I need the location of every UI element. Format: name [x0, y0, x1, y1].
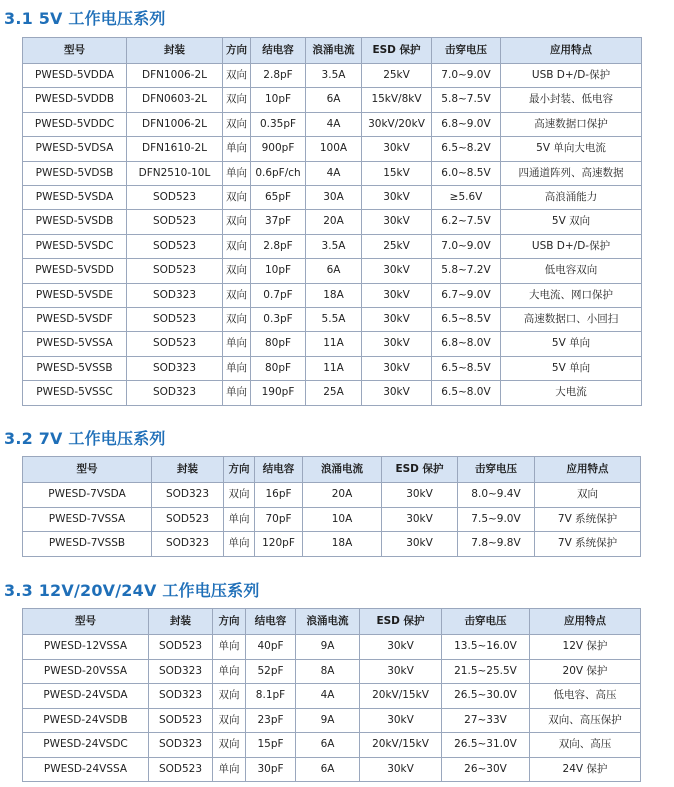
- table-cell: SOD323: [152, 532, 224, 557]
- table-cell: PWESD-12VSSA: [23, 635, 149, 660]
- table-cell: 7.0~9.0V: [432, 64, 501, 88]
- table-cell: DFN1610-2L: [127, 137, 223, 161]
- table-cell: PWESD-5VSSB: [23, 356, 127, 380]
- table-cell: 0.35pF: [251, 112, 306, 136]
- table-cell: DFN0603-2L: [127, 88, 223, 112]
- table-cell: 6A: [296, 757, 360, 782]
- table-cell: 10pF: [251, 88, 306, 112]
- table-cell: SOD323: [152, 483, 224, 508]
- table-cell: 10pF: [251, 259, 306, 283]
- table-cell: 15kV/8kV: [362, 88, 432, 112]
- table-cell: 单向: [223, 332, 251, 356]
- table-cell: 双向: [223, 259, 251, 283]
- table-cell: 30kV: [360, 757, 442, 782]
- table-cell: 双向: [223, 210, 251, 234]
- table-cell: 6.5~8.5V: [432, 308, 501, 332]
- table-cell: PWESD-5VSDA: [23, 186, 127, 210]
- table-cell: 30kV: [362, 210, 432, 234]
- table-cell: PWESD-5VDDC: [23, 112, 127, 136]
- table-cell: SOD523: [149, 635, 213, 660]
- table-row: [23, 88, 642, 112]
- section-title: 3.1 5V 工作电压系列: [4, 9, 166, 28]
- table-cell: 4A: [306, 112, 362, 136]
- table-cell: 30kV: [362, 308, 432, 332]
- table-cell: 高浪涌能力: [501, 186, 642, 210]
- table-cell: 6.5~8.2V: [432, 137, 501, 161]
- column-header: 击穿电压: [432, 38, 501, 64]
- table-cell: 9A: [296, 635, 360, 660]
- table-cell: 13.5~16.0V: [442, 635, 530, 660]
- table-cell: SOD523: [127, 332, 223, 356]
- table-cell: 30kV: [382, 507, 458, 532]
- table-cell: 11A: [306, 356, 362, 380]
- table-cell: SOD523: [127, 234, 223, 258]
- table-cell: SOD323: [127, 283, 223, 307]
- table-cell: 单向: [224, 532, 255, 557]
- table-cell: 7V 系统保护: [535, 532, 641, 557]
- table-cell: SOD523: [127, 259, 223, 283]
- table-cell: 30kV: [382, 483, 458, 508]
- section-title: 3.3 12V/20V/24V 工作电压系列: [4, 581, 260, 600]
- table-cell: 30kV: [362, 381, 432, 405]
- table-cell: 23pF: [246, 708, 296, 733]
- table-cell: 26~30V: [442, 757, 530, 782]
- table-cell: PWESD-20VSSA: [23, 659, 149, 684]
- table-row: [23, 137, 642, 161]
- table-cell: 16pF: [255, 483, 303, 508]
- table-cell: 4A: [296, 684, 360, 709]
- table-cell: SOD523: [149, 757, 213, 782]
- table-cell: 四通道阵列、高速数据: [501, 161, 642, 185]
- table-row: [23, 483, 641, 508]
- table-cell: 单向: [213, 659, 246, 684]
- table-cell: 双向: [223, 308, 251, 332]
- table-cell: 30kV: [362, 332, 432, 356]
- table-cell: PWESD-24VSDC: [23, 733, 149, 758]
- table-cell: 25A: [306, 381, 362, 405]
- table-cell: 双向: [223, 186, 251, 210]
- table-cell: SOD323: [149, 659, 213, 684]
- column-header: 封装: [127, 38, 223, 64]
- table-row: [23, 381, 642, 405]
- table-cell: 双向、高压保护: [530, 708, 641, 733]
- table-cell: 18A: [306, 283, 362, 307]
- table-cell: 6.0~8.5V: [432, 161, 501, 185]
- table-row: [23, 659, 641, 684]
- table-cell: 2.8pF: [251, 234, 306, 258]
- table-cell: SOD523: [149, 708, 213, 733]
- table-row: [23, 507, 641, 532]
- table-cell: PWESD-5VSSA: [23, 332, 127, 356]
- table-cell: PWESD-5VSDE: [23, 283, 127, 307]
- table-cell: SOD523: [127, 210, 223, 234]
- table-cell: 2.8pF: [251, 64, 306, 88]
- table-cell: PWESD-5VDSA: [23, 137, 127, 161]
- table-cell: 5.8~7.5V: [432, 88, 501, 112]
- table-cell: PWESD-5VSDB: [23, 210, 127, 234]
- table-cell: 双向: [223, 112, 251, 136]
- table-cell: 双向: [213, 708, 246, 733]
- table-cell: 15kV: [362, 161, 432, 185]
- table-cell: 0.3pF: [251, 308, 306, 332]
- table-cell: 30kV: [362, 283, 432, 307]
- table-cell: 双向: [535, 483, 641, 508]
- table-cell: 37pF: [251, 210, 306, 234]
- table-cell: 9A: [296, 708, 360, 733]
- table-cell: 6A: [306, 259, 362, 283]
- table-cell: 10A: [303, 507, 382, 532]
- table-cell: 6A: [306, 88, 362, 112]
- table-cell: 高速数据口、小回扫: [501, 308, 642, 332]
- table-cell: 5V 单向: [501, 356, 642, 380]
- table-cell: 双向: [223, 283, 251, 307]
- table-row: [23, 635, 641, 660]
- column-header: 浪涌电流: [296, 609, 360, 635]
- table-cell: 18A: [303, 532, 382, 557]
- table-cell: 单向: [223, 161, 251, 185]
- table-cell: 65pF: [251, 186, 306, 210]
- column-header: 击穿电压: [442, 609, 530, 635]
- table-cell: 双向: [213, 684, 246, 709]
- table-cell: 最小封装、低电容: [501, 88, 642, 112]
- table-cell: 30kV: [360, 659, 442, 684]
- table-cell: 25kV: [362, 234, 432, 258]
- spec-table-5v: [22, 37, 642, 406]
- column-header: 型号: [23, 457, 152, 483]
- table-cell: 单向: [223, 381, 251, 405]
- table-cell: DFN2510-10L: [127, 161, 223, 185]
- table-row: [23, 532, 641, 557]
- table-row: [23, 64, 642, 88]
- table-cell: 30kV: [360, 708, 442, 733]
- table-cell: 0.7pF: [251, 283, 306, 307]
- table-cell: 30kV: [362, 137, 432, 161]
- table-cell: 双向、高压: [530, 733, 641, 758]
- table-row: [23, 332, 642, 356]
- table-header-row: [23, 609, 641, 635]
- table-cell: 单向: [213, 757, 246, 782]
- table-cell: 27~33V: [442, 708, 530, 733]
- table-row: [23, 733, 641, 758]
- column-header: 方向: [224, 457, 255, 483]
- table-cell: 11A: [306, 332, 362, 356]
- table-cell: 7.8~9.8V: [458, 532, 535, 557]
- table-cell: 900pF: [251, 137, 306, 161]
- column-header: 击穿电压: [458, 457, 535, 483]
- table-cell: 低电容、高压: [530, 684, 641, 709]
- column-header: 型号: [23, 38, 127, 64]
- table-row: [23, 186, 642, 210]
- column-header: 型号: [23, 609, 149, 635]
- column-header: 浪涌电流: [303, 457, 382, 483]
- table-cell: 7.5~9.0V: [458, 507, 535, 532]
- table-cell: 大电流、网口保护: [501, 283, 642, 307]
- table-cell: 30kV: [360, 635, 442, 660]
- table-cell: 双向: [223, 64, 251, 88]
- table-cell: SOD323: [127, 381, 223, 405]
- table-cell: PWESD-5VSDF: [23, 308, 127, 332]
- table-header-row: [23, 457, 641, 483]
- column-header: 封装: [152, 457, 224, 483]
- table-cell: PWESD-7VSSA: [23, 507, 152, 532]
- table-cell: PWESD-24VSSA: [23, 757, 149, 782]
- table-cell: 单向: [223, 137, 251, 161]
- table-cell: 30kV/20kV: [362, 112, 432, 136]
- table-cell: 20V 保护: [530, 659, 641, 684]
- table-cell: 80pF: [251, 356, 306, 380]
- table-cell: 15pF: [246, 733, 296, 758]
- table-cell: 26.5~30.0V: [442, 684, 530, 709]
- table-cell: 双向: [213, 733, 246, 758]
- table-cell: 20A: [306, 210, 362, 234]
- table-cell: 20A: [303, 483, 382, 508]
- table-cell: SOD523: [127, 308, 223, 332]
- table-cell: 190pF: [251, 381, 306, 405]
- table-cell: 30kV: [362, 356, 432, 380]
- table-cell: 6.2~7.5V: [432, 210, 501, 234]
- column-header: 应用特点: [530, 609, 641, 635]
- column-header: ESD 保护: [382, 457, 458, 483]
- table-cell: 6.8~9.0V: [432, 112, 501, 136]
- spec-table-12v-20v-24v: [22, 608, 641, 782]
- table-row: [23, 308, 642, 332]
- table-cell: PWESD-5VSSC: [23, 381, 127, 405]
- table-cell: 双向: [223, 88, 251, 112]
- table-row: [23, 259, 642, 283]
- table-cell: 5V 单向大电流: [501, 137, 642, 161]
- table-cell: PWESD-5VDDB: [23, 88, 127, 112]
- column-header: 结电容: [255, 457, 303, 483]
- table-cell: 26.5~31.0V: [442, 733, 530, 758]
- table-cell: 8A: [296, 659, 360, 684]
- table-cell: PWESD-5VSDC: [23, 234, 127, 258]
- table-cell: 6.7~9.0V: [432, 283, 501, 307]
- table-cell: 0.6pF/ch: [251, 161, 306, 185]
- table-cell: SOD323: [149, 733, 213, 758]
- table-cell: 单向: [224, 507, 255, 532]
- column-header: 浪涌电流: [306, 38, 362, 64]
- table-cell: 120pF: [255, 532, 303, 557]
- table-cell: PWESD-5VSDD: [23, 259, 127, 283]
- column-header: 应用特点: [501, 38, 642, 64]
- table-cell: 3.5A: [306, 64, 362, 88]
- table-cell: 双向: [224, 483, 255, 508]
- table-cell: 单向: [213, 635, 246, 660]
- table-cell: 5.5A: [306, 308, 362, 332]
- table-cell: 低电容双向: [501, 259, 642, 283]
- table-cell: SOD523: [127, 186, 223, 210]
- section-title: 3.2 7V 工作电压系列: [4, 429, 166, 448]
- table-cell: 24V 保护: [530, 757, 641, 782]
- column-header: 结电容: [246, 609, 296, 635]
- table-row: [23, 234, 642, 258]
- table-cell: 单向: [223, 356, 251, 380]
- table-cell: 8.0~9.4V: [458, 483, 535, 508]
- table-cell: 52pF: [246, 659, 296, 684]
- table-cell: USB D+/D-保护: [501, 234, 642, 258]
- column-header: 方向: [223, 38, 251, 64]
- table-cell: SOD323: [149, 684, 213, 709]
- table-cell: 8.1pF: [246, 684, 296, 709]
- table-cell: PWESD-5VDSB: [23, 161, 127, 185]
- column-header: ESD 保护: [360, 609, 442, 635]
- table-cell: 6.5~8.0V: [432, 381, 501, 405]
- table-cell: 5.8~7.2V: [432, 259, 501, 283]
- column-header: 方向: [213, 609, 246, 635]
- table-row: [23, 161, 642, 185]
- table-cell: 21.5~25.5V: [442, 659, 530, 684]
- table-cell: 4A: [306, 161, 362, 185]
- table-row: [23, 757, 641, 782]
- table-cell: 7.0~9.0V: [432, 234, 501, 258]
- table-cell: ≥5.6V: [432, 186, 501, 210]
- table-cell: 30pF: [246, 757, 296, 782]
- table-cell: 5V 双向: [501, 210, 642, 234]
- table-cell: 40pF: [246, 635, 296, 660]
- table-cell: 30A: [306, 186, 362, 210]
- column-header: ESD 保护: [362, 38, 432, 64]
- table-cell: 30kV: [382, 532, 458, 557]
- table-cell: SOD323: [127, 356, 223, 380]
- table-cell: PWESD-7VSSB: [23, 532, 152, 557]
- table-cell: 6A: [296, 733, 360, 758]
- table-cell: PWESD-7VSDA: [23, 483, 152, 508]
- table-cell: 3.5A: [306, 234, 362, 258]
- table-row: [23, 112, 642, 136]
- table-cell: USB D+/D-保护: [501, 64, 642, 88]
- table-cell: 30kV: [362, 186, 432, 210]
- table-cell: DFN1006-2L: [127, 112, 223, 136]
- table-row: [23, 684, 641, 709]
- column-header: 结电容: [251, 38, 306, 64]
- table-cell: 100A: [306, 137, 362, 161]
- table-cell: PWESD-24VSDB: [23, 708, 149, 733]
- table-cell: 高速数据口保护: [501, 112, 642, 136]
- spec-table-7v: [22, 456, 641, 557]
- table-cell: 20kV/15kV: [360, 733, 442, 758]
- table-cell: SOD523: [152, 507, 224, 532]
- table-cell: 20kV/15kV: [360, 684, 442, 709]
- table-cell: 80pF: [251, 332, 306, 356]
- table-cell: PWESD-5VDDA: [23, 64, 127, 88]
- table-cell: 大电流: [501, 381, 642, 405]
- table-cell: DFN1006-2L: [127, 64, 223, 88]
- table-cell: 30kV: [362, 259, 432, 283]
- table-row: [23, 356, 642, 380]
- table-cell: 5V 单向: [501, 332, 642, 356]
- table-row: [23, 210, 642, 234]
- table-cell: 7V 系统保护: [535, 507, 641, 532]
- table-cell: 70pF: [255, 507, 303, 532]
- table-row: [23, 708, 641, 733]
- table-header-row: [23, 38, 642, 64]
- column-header: 应用特点: [535, 457, 641, 483]
- table-cell: 6.8~8.0V: [432, 332, 501, 356]
- table-row: [23, 283, 642, 307]
- table-cell: 25kV: [362, 64, 432, 88]
- column-header: 封装: [149, 609, 213, 635]
- table-cell: PWESD-24VSDA: [23, 684, 149, 709]
- table-cell: 12V 保护: [530, 635, 641, 660]
- table-cell: 6.5~8.5V: [432, 356, 501, 380]
- table-cell: 双向: [223, 234, 251, 258]
